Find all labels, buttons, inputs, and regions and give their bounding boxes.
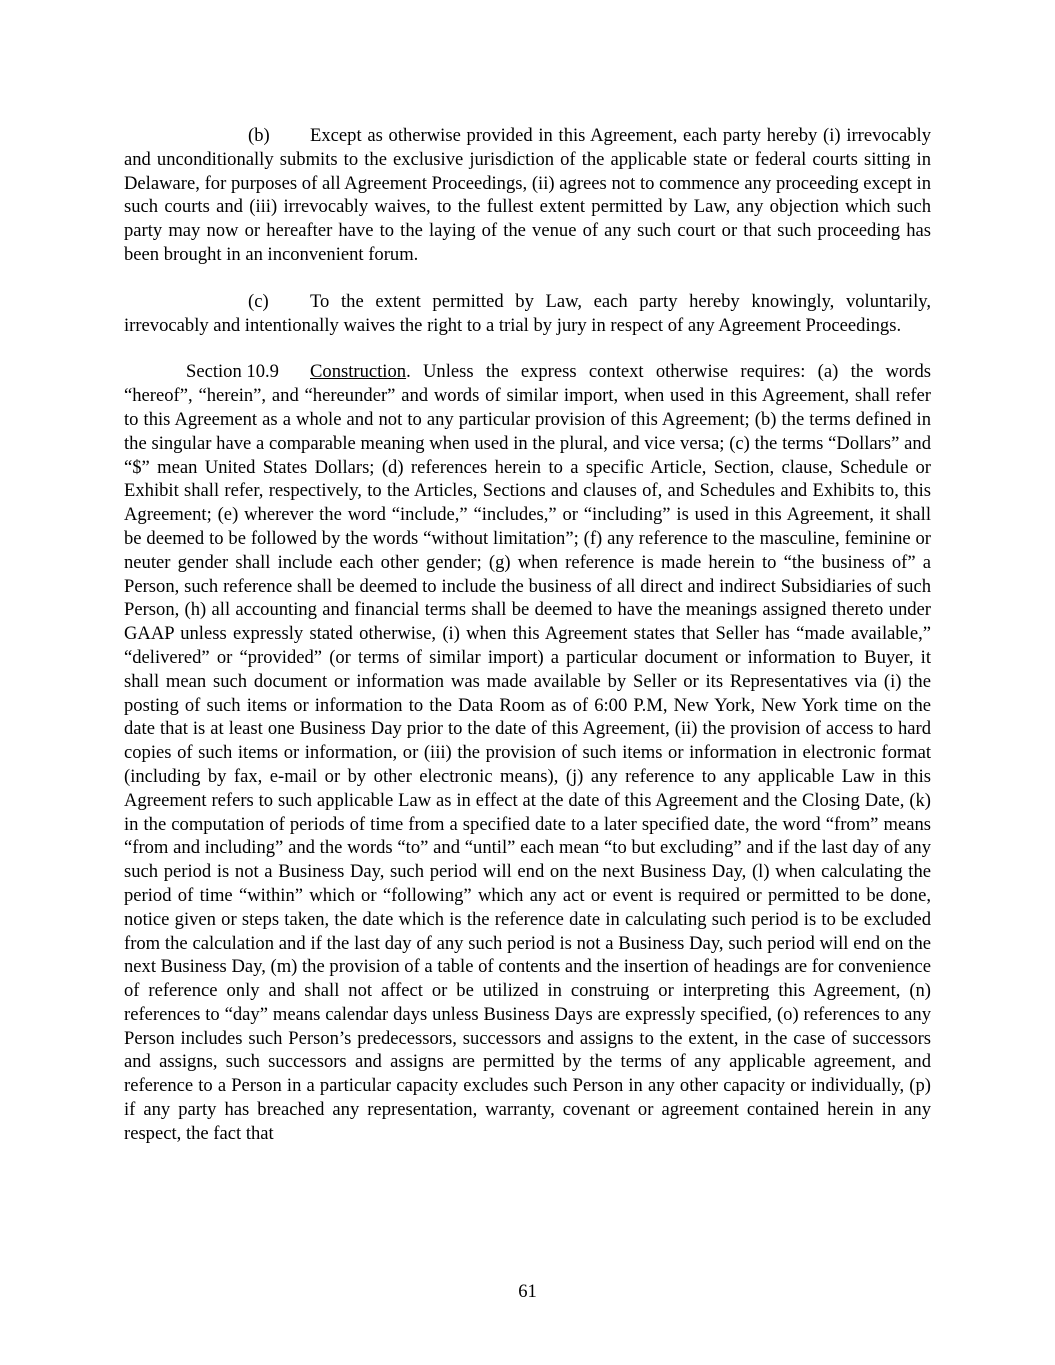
paragraph-c-text: To the extent permitted by Law, each party hereby knowingly, voluntarily, irrevocably and intentionally waives the right to a trial by jury in respect of any Agreement Proceedings. (124, 290, 931, 336)
section-title: Construction (310, 361, 407, 383)
paragraph-c-label: (c) (248, 290, 269, 312)
paragraph-b-label: (b) (248, 125, 270, 146)
paragraph-c (124, 290, 931, 338)
page-number: 61 (518, 1281, 537, 1302)
section-number: Section 10.9 (186, 361, 279, 383)
paragraph-b-text: Except as otherwise provided in this Agreement, each party hereby (i) irrevocably and unconditionally submits to the exclusive jurisdiction of the applicable state or federal courts sitting in Delaware, for purposes of all Agreement Proceedings, (ii) agrees not to commence any proceeding except in such courts and (iii) irrevocably waives, to the fullest extent permitted by Law, any objection which such party may now or hereafter have to the laying of the venue of any such court or that such proceeding has been brought in an inconvenient forum. (124, 125, 931, 265)
paragraph-b (124, 124, 931, 267)
section-10-9 (124, 360, 931, 1145)
document-page (124, 124, 931, 1146)
section-text: . Unless the express context otherwise requires: (a) the words “hereof”, “herein”, and “hereunder” and words of similar import, when used in this Agreement, shall refer to this Agreement as a whole and not to any particular provision of this Agreement; (b) the terms defined in the singular have a comparable meaning when used in the plural, and vice versa; (c) the terms “Dollars” and “$” mean United States Dollars; (d) references herein to a specific Article, Section, clause, Schedule or Exhibit shall refer, respectively, to the Articles, Sections and clauses of, and Schedules and Exhibits to, this Agreement; (e) wherever the word “include,” “includes,” or “including” is used in this Agreement, it shall be deemed to be followed by the words “without limitation”; (f) any reference to the masculine, feminine or neuter gender shall include each other gender; (g) when reference is made herein to “the business of” a Person, such reference shall be deemed to include the business of all direct and indirect Subsidiaries of such Person, (h) all accounting and financial terms shall be deemed to have the meanings assigned thereto under GAAP unless expressly stated otherwise, (i) when this Agreement states that Seller has “made available,” “delivered” or “provided” (or terms of similar import) a particular document or information to Buyer, it shall mean such document or information was made available by Seller or its Representatives via (i) the posting of such items or information to the Data Room as of 6:00 P.M, New York, New York time on the date that is at least one Business Day prior to the date of this Agreement, (ii) the provision of access to hard copies of such items or information, or (iii) the provision of such items or information in electronic format (including by fax, e-mail or by other electronic means), (j) any reference to any applicable Law in this Agreement refers to such applicable Law as in effect at the date of this Agreement and the Closing Date, (k) in the computation of periods of time from a specified date to a later specified date, the word “from” means “from and including” and the words “to” and “until” each mean “to but excluding” and if the last day of any such period is not a Business Day, such period will end on the next Business Day, (l) when calculating the period of time “within” which or “following” which any act or event is required or permitted to be done, notice given or steps taken, the date which is the reference date in calculating such period is to be excluded from the calculation and if the last day of any such period is not a Business Day, such period will end on the next Business Day, (m) the provision of a table of contents and the insertion of headings are for convenience of reference only and shall not affect or be utilized in construing or interpreting this Agreement, (n) references to “day” means calendar days unless Business Days are expressly specified, (o) references to any Person includes such Person’s predecessors, successors and assigns to the extent, in the case of successors and assigns, such successors and assigns are permitted by the terms of any applicable agreement, and reference to a Person in a particular capacity excludes such Person in any other capacity or individually, (p) if any party has breached any representation, warranty, covenant or agreement contained herein in any respect, the fact that (124, 361, 931, 1144)
